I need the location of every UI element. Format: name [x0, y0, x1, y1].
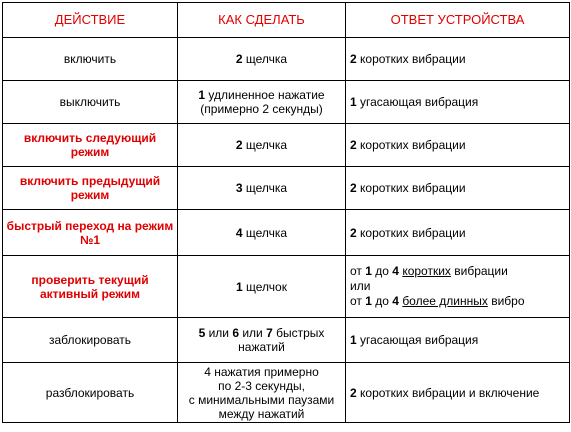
how-cell: 1 удлиненное нажатие (примерно 2 секунды) [178, 81, 346, 124]
action-cell: разблокировать [3, 363, 178, 423]
instructions-table [2, 2, 570, 423]
action-cell: включить следующий режим [3, 124, 178, 167]
how-cell: 2 щелчка [178, 38, 346, 81]
response-cell: 2 коротких вибрации [346, 167, 570, 210]
response-cell: 2 коротких вибрации [346, 124, 570, 167]
table-row [3, 167, 570, 210]
table-row [3, 210, 570, 256]
action-cell: заблокировать [3, 318, 178, 363]
action-cell: включить предыдущий режим [3, 167, 178, 210]
how-cell: 1 щелчок [178, 256, 346, 318]
table-row [3, 318, 570, 363]
action-cell: выключить [3, 81, 178, 124]
header-response: ОТВЕТ УСТРОЙСТВА [346, 3, 570, 38]
response-cell: 1 угасающая вибрация [346, 81, 570, 124]
header-row [3, 3, 570, 38]
how-cell: 3 щелчка [178, 167, 346, 210]
table-row [3, 363, 570, 423]
response-cell: 1 угасающая вибрация [346, 318, 570, 363]
response-cell: 2 коротких вибрации [346, 38, 570, 81]
header-action: ДЕЙСТВИЕ [3, 3, 178, 38]
how-cell: 4 нажатия примерно по 2-3 секунды, с минимальными паузами между нажатий [178, 363, 346, 423]
how-cell: 5 или 6 или 7 быстрых нажатий [178, 318, 346, 363]
action-cell: включить [3, 38, 178, 81]
table-row [3, 38, 570, 81]
table-row [3, 124, 570, 167]
table-row [3, 81, 570, 124]
header-how: КАК СДЕЛАТЬ [178, 3, 346, 38]
action-cell: быстрый переход на режим №1 [3, 210, 178, 256]
action-cell: проверить текущий активный режим [3, 256, 178, 318]
how-cell: 2 щелчка [178, 124, 346, 167]
response-cell: 2 коротких вибрации и включение [346, 363, 570, 423]
how-cell: 4 щелчка [178, 210, 346, 256]
response-cell: от 1 до 4 коротких вибрации или от 1 до 4 более длинных вибро [346, 256, 570, 318]
table-row [3, 256, 570, 318]
response-cell: 2 коротких вибрации [346, 210, 570, 256]
